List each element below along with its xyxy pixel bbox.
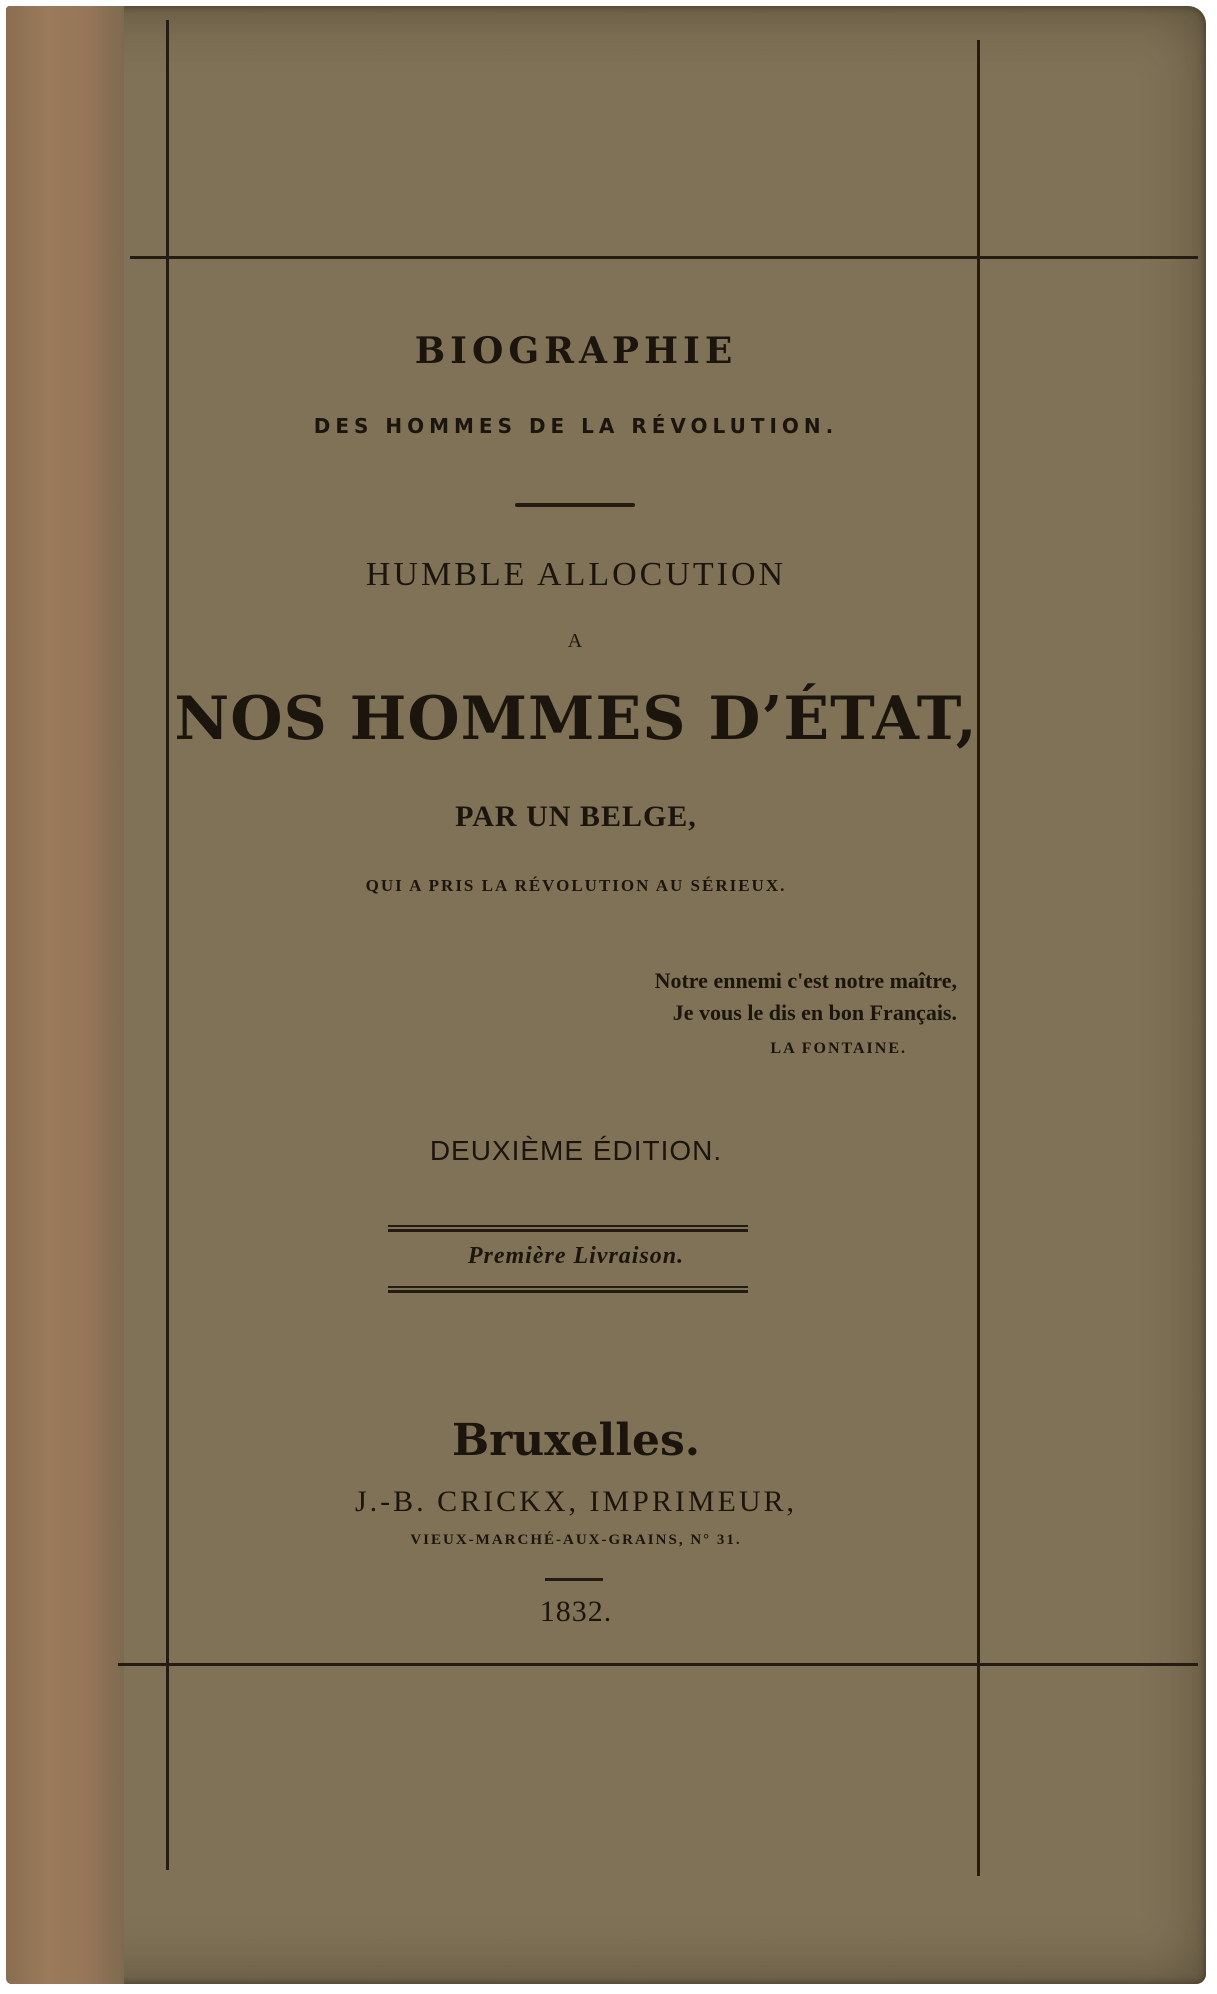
book-cover [6,6,1206,1984]
double-rule-top [388,1225,748,1232]
author-line: PAR UN BELGE, [455,800,697,833]
epigraph-line-2: Je vous le dis en bon Français. [672,1000,957,1025]
title-line-1: HUMBLE ALLOCUTION [365,556,787,593]
author-description: QUI A PRIS LA RÉVOLUTION AU SÉRIEUX. [365,876,787,895]
imprint-printer: J.-B. CRICKX, IMPRIMEUR, [354,1485,798,1518]
installment-label: Première Livraison. [467,1243,685,1269]
imprint-dash [545,1578,603,1581]
title-line-2: A [567,630,585,652]
frame-rule-top [130,256,1198,259]
imprint-city: Bruxelles. [451,1415,701,1466]
edition-label: DEUXIÈME ÉDITION. [429,1135,723,1166]
frame-rule-left [166,20,169,1870]
epigraph-attribution: LA FONTAINE. [770,1040,907,1057]
double-rule-bottom [388,1286,748,1293]
frame-rule-bottom [118,1663,1198,1666]
epigraph-line-1: Notre ennemi c'est notre maître, [654,968,957,993]
main-title: NOS HOMMES D’ÉTAT, [174,684,978,754]
epigraph [655,965,957,1065]
imprint-year: 1832. [539,1595,613,1628]
ornament-rule [515,503,635,507]
series-title: BIOGRAPHIE [414,330,738,372]
series-subtitle: DES HOMMES DE LA RÉVOLUTION. [313,414,839,438]
book-spine [6,6,124,1984]
imprint-address: VIEUX-MARCHÉ-AUX-GRAINS, N° 31. [410,1532,742,1548]
